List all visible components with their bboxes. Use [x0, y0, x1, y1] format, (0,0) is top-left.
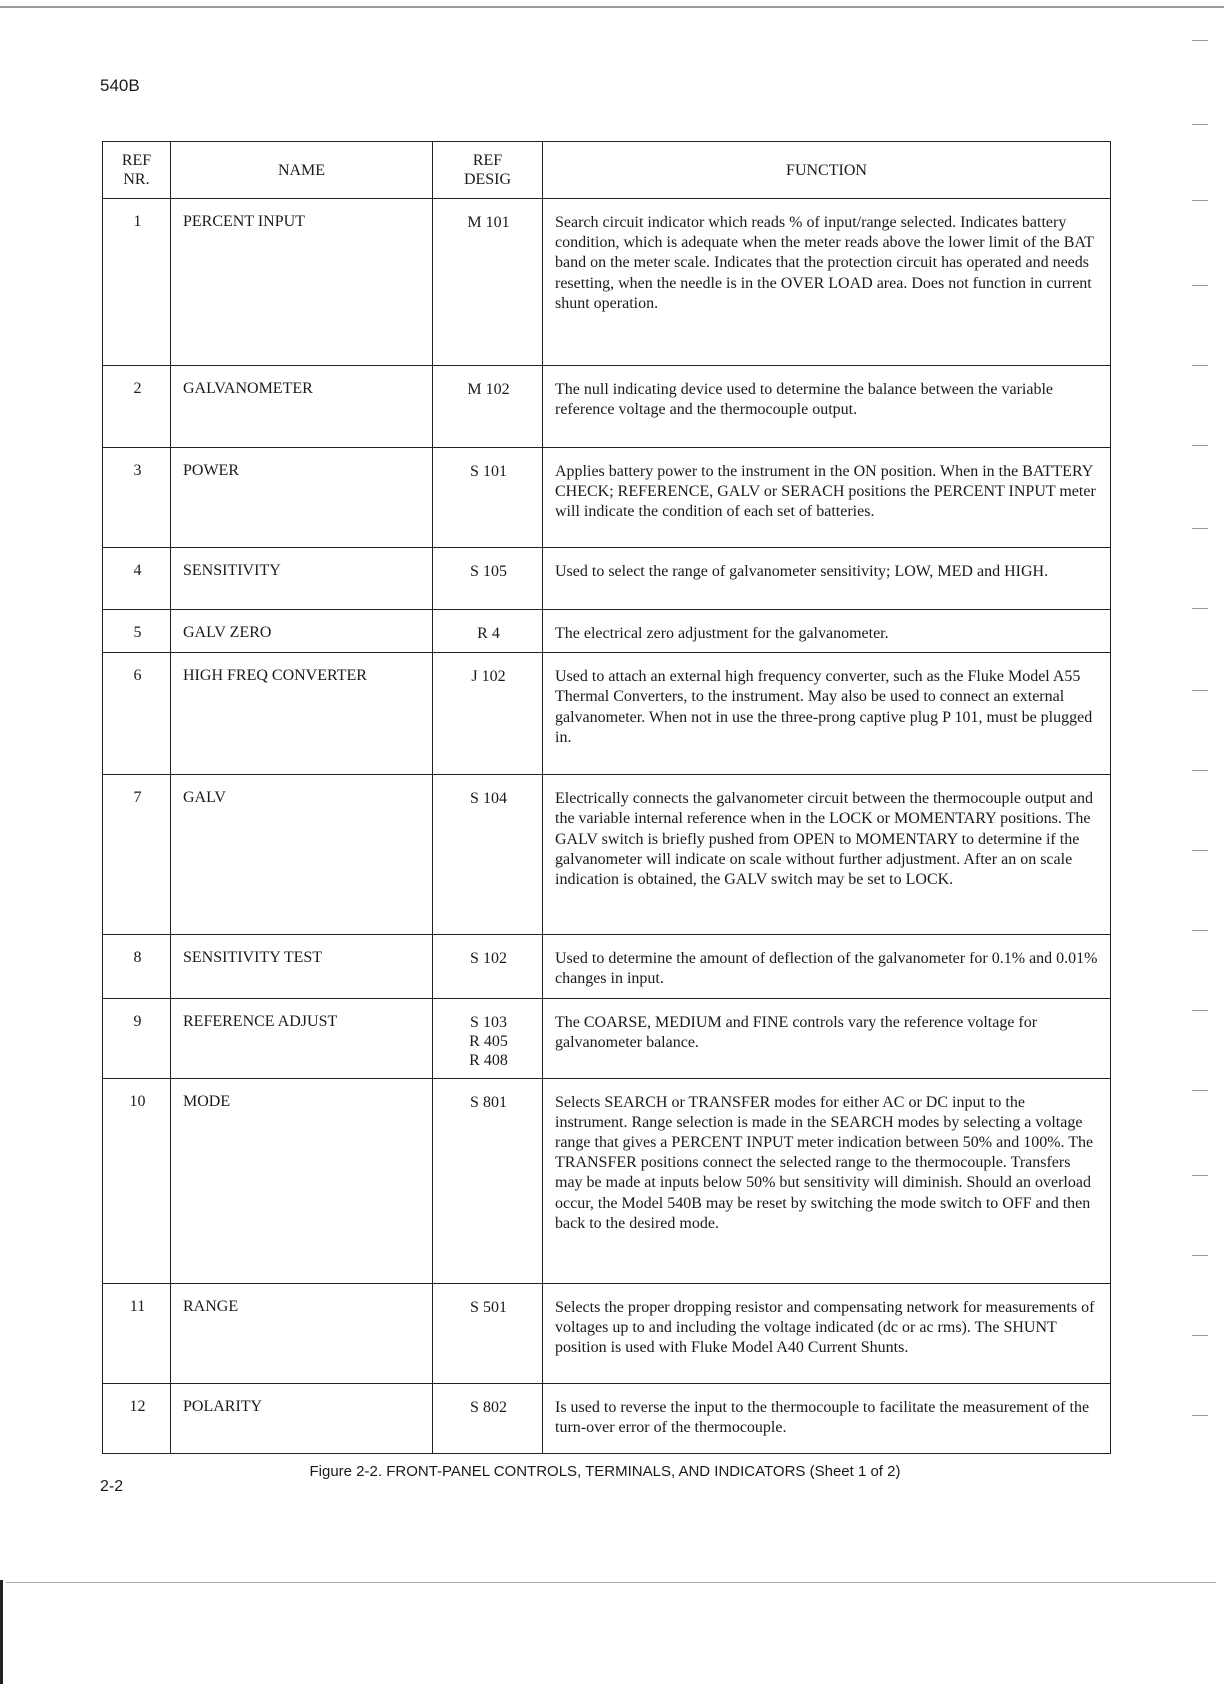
header-row — [103, 142, 1111, 199]
ref-desig-cell — [433, 548, 543, 610]
ref-desig-cell — [433, 366, 543, 448]
header-ref-desig: REF DESIG — [433, 142, 543, 199]
function-cell: Search circuit indicator which reads % of input/range selected. Indicates battery condition, which is adequate when the meter reads above the lower limit of the BAT band on the meter scale. Indicates that the protection circuit has operated and needs resetting, when the needle is in the OVER LOAD area. Does not function in current shunt operation. — [543, 199, 1111, 366]
table-row — [103, 935, 1111, 998]
ref-desig-line: S 104 — [470, 790, 507, 808]
ref-desig-cell — [433, 199, 543, 366]
function-cell: The null indicating device used to determine the balance between the variable reference voltage and the thermocouple output. — [543, 366, 1111, 448]
ref-nr-cell: 12 — [103, 1383, 171, 1453]
function-cell: Used to determine the amount of deflection of the galvanometer for 0.1% and 0.01% changes in input. — [543, 935, 1111, 998]
controls-table — [102, 141, 1111, 1454]
ref-desig-cell — [433, 653, 543, 775]
table-row — [103, 775, 1111, 935]
margin-marks — [1164, 0, 1224, 1500]
table-row — [103, 548, 1111, 610]
table-row — [103, 1383, 1111, 1453]
ref-nr-cell: 7 — [103, 775, 171, 935]
function-cell: Used to attach an external high frequency converter, such as the Fluke Model A55 Thermal Converters, to the instrument. May also be used to connect an external galvanometer. When not in use the three-prong captive plug P 101, must be plugged in. — [543, 653, 1111, 775]
ref-desig-line: S 105 — [470, 563, 507, 580]
ref-desig-line: R 4 — [477, 625, 500, 642]
table-row — [103, 366, 1111, 448]
ref-desig-cell — [433, 1383, 543, 1453]
ref-desig-line: S 801 — [470, 1093, 507, 1111]
name-cell: RANGE — [171, 1283, 433, 1383]
function-cell: The electrical zero adjustment for the galvanometer. — [543, 610, 1111, 653]
ref-desig-line: M 101 — [467, 214, 510, 231]
ref-desig-cell — [433, 1283, 543, 1383]
table-row — [103, 610, 1111, 653]
figure-caption: Figure 2-2. FRONT-PANEL CONTROLS, TERMINALS, AND INDICATORS (Sheet 1 of 2) — [309, 1463, 901, 1480]
name-cell: GALV — [171, 775, 433, 935]
ref-desig-cell — [433, 998, 543, 1078]
table-row — [103, 199, 1111, 366]
ref-desig-line: S 102 — [470, 950, 507, 968]
ref-desig-line: J 102 — [471, 668, 506, 686]
ref-nr-cell: 11 — [103, 1283, 171, 1383]
ref-desig-line: S 501 — [470, 1298, 507, 1316]
ref-desig-line: M 102 — [467, 381, 510, 398]
top-rule — [0, 6, 1224, 8]
function-cell: Applies battery power to the instrument in the ON position. When in the BATTERY CHECK; REFERENCE, GALV or SERACH positions the PERCENT INPUT meter will indicate the condition of each set of batteries. — [543, 448, 1111, 548]
header-function: FUNCTION — [543, 142, 1111, 199]
function-cell: Selects SEARCH or TRANSFER modes for either AC or DC input to the instrument. Range selection is made in the SEARCH modes by selecting a voltage range that gives a PERCENT INPUT meter indication between 50% and 100%. The TRANSFER positions connect the selected range to the thermocouple. Transfers may be made at inputs below 50% but sensitivity will diminish. Should an overload occur, the Model 540B may be reset by switching the mode switch to OFF and then back to the desired mode. — [543, 1078, 1111, 1283]
name-cell: SENSITIVITY TEST — [171, 935, 433, 998]
function-cell: Used to select the range of galvanometer sensitivity; LOW, MED and HIGH. — [543, 548, 1111, 610]
name-cell: PERCENT INPUT — [171, 199, 433, 366]
name-cell: GALV ZERO — [171, 610, 433, 653]
ref-desig-line: S 103 — [470, 1013, 507, 1031]
ref-desig-cell — [433, 448, 543, 548]
header-name: NAME — [171, 142, 433, 199]
header-ref-nr: REF NR. — [103, 142, 171, 199]
function-cell: Electrically connects the galvanometer circuit between the thermocouple output and the variable internal reference when in the LOCK or MOMENTARY positions. The GALV switch is briefly pushed from OPEN to MOMENTARY to determine if the galvanometer will indicate on scale without further adjustment. After an on scale indication is obtained, the GALV switch may be set to LOCK. — [543, 775, 1111, 935]
name-cell: POWER — [171, 448, 433, 548]
table-row — [103, 1078, 1111, 1283]
ref-nr-cell: 6 — [103, 653, 171, 775]
page-number: 2-2 — [100, 1478, 124, 1495]
name-cell: SENSITIVITY — [171, 548, 433, 610]
name-cell: HIGH FREQ CONVERTER — [171, 653, 433, 775]
ref-nr-cell: 8 — [103, 935, 171, 998]
model-label: 540B — [100, 76, 140, 95]
ref-nr-cell: 5 — [103, 610, 171, 653]
ref-nr-cell: 10 — [103, 1078, 171, 1283]
ref-nr-cell: 1 — [103, 199, 171, 366]
function-cell: The COARSE, MEDIUM and FINE controls vary the reference voltage for galvanometer balance. — [543, 998, 1111, 1078]
ref-desig-line: S 101 — [470, 463, 507, 480]
binding-edge — [0, 1580, 3, 1684]
name-cell: POLARITY — [171, 1383, 433, 1453]
name-cell: MODE — [171, 1078, 433, 1283]
ref-desig-cell — [433, 935, 543, 998]
ref-desig-line: R 405 — [469, 1032, 508, 1050]
ref-nr-cell: 2 — [103, 366, 171, 448]
ref-nr-cell: 9 — [103, 998, 171, 1078]
table-row — [103, 448, 1111, 548]
bottom-rule — [6, 1582, 1216, 1583]
ref-desig-line: R 408 — [469, 1051, 508, 1069]
ref-desig-cell — [433, 610, 543, 653]
function-cell: Is used to reverse the input to the thermocouple to facilitate the measurement of the turn-over error of the thermocouple. — [543, 1383, 1111, 1453]
ref-nr-cell: 4 — [103, 548, 171, 610]
function-cell: Selects the proper dropping resistor and compensating network for measurements of voltages up to and including the voltage indicated (dc or ac rms). The SHUNT position is used with Fluke Model A40 Current Shunts. — [543, 1283, 1111, 1383]
ref-nr-cell: 3 — [103, 448, 171, 548]
table-row — [103, 1283, 1111, 1383]
table-row — [103, 653, 1111, 775]
table-row — [103, 998, 1111, 1078]
name-cell: REFERENCE ADJUST — [171, 998, 433, 1078]
ref-desig-line: S 802 — [470, 1398, 507, 1416]
ref-desig-cell — [433, 1078, 543, 1283]
name-cell: GALVANOMETER — [171, 366, 433, 448]
ref-desig-cell — [433, 775, 543, 935]
